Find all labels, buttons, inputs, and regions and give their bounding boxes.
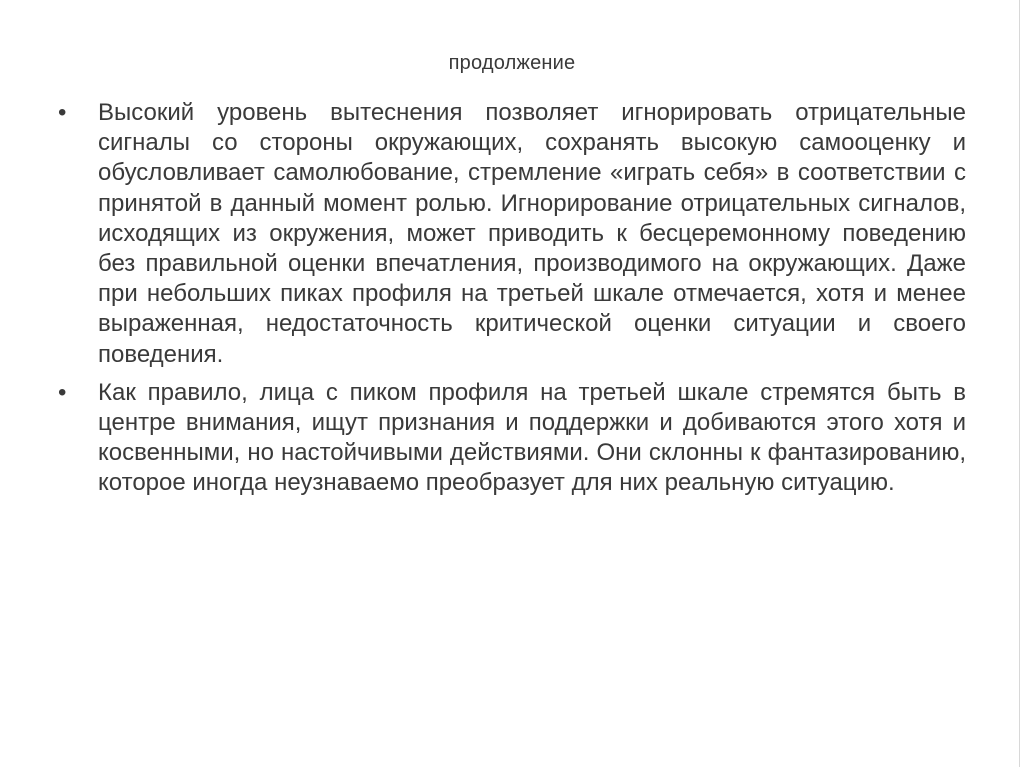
bullet-item	[58, 378, 966, 499]
bullet-icon: •	[58, 378, 67, 406]
bullet-text: Высокий уровень вытеснения позволяет игнорировать отрицательные сигналы со стороны окружающих, сохранять высокую самооценку и обусловливает самолюбование, стремление «играть себя» в соответствии с принятой в данный момент ролью. Игнорирование отрицательных сигналов, исходящих из окружения, может приводить к бесцеремонному поведению без правильной оценки впечатления, производимого на окружающих. Даже при небольших пиках профиля на третьей шкале отмечается, хотя и менее выраженная, недостаточность критической оценки ситуации и своего поведения.	[98, 99, 966, 368]
slide-edge-divider	[1019, 0, 1020, 767]
bullet-icon: •	[58, 99, 67, 126]
bullet-text: Как правило, лица с пиком профиля на третьей шкале стремятся быть в центре внимания, ищут признания и поддержки и добиваются этого хотя и косвенными, но настойчивыми действиями. Они склонны к фантазированию, которое иногда неузнаваемо преобразует для них реальную ситуацию.	[98, 378, 966, 497]
slide-title: продолжение	[448, 52, 576, 74]
bullet-item	[58, 98, 966, 370]
bullet-list	[58, 98, 966, 507]
